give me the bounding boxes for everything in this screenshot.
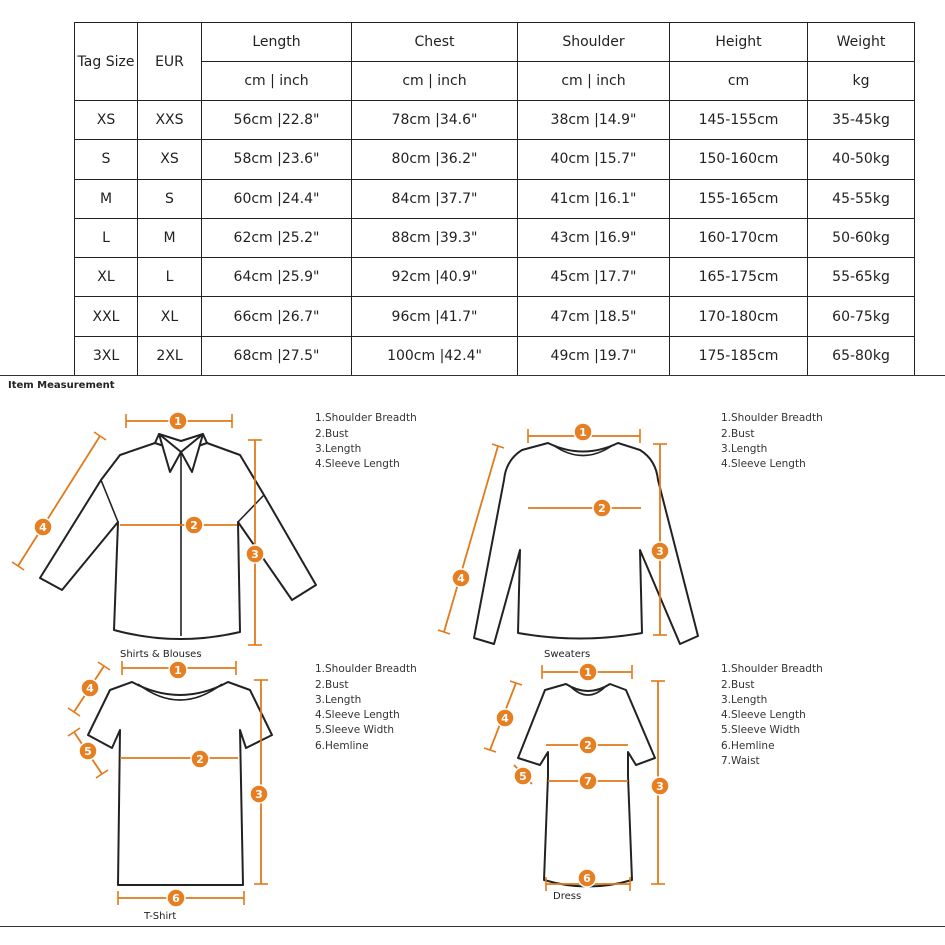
header-length: Length — [202, 23, 352, 62]
legend-item: 5.Sleeve Width — [721, 724, 801, 736]
header-weight: Weight — [808, 23, 915, 62]
svg-text:4: 4 — [501, 712, 509, 725]
cell-chest: 88cm |39.3" — [352, 218, 518, 257]
cell-tag-size: M — [75, 179, 138, 218]
legend-item: 1.Shoulder Breadth — [721, 412, 823, 424]
legend-item: 2.Bust — [315, 679, 349, 691]
marker-4 — [81, 679, 99, 697]
legend-item: 3.Length — [315, 443, 362, 455]
cell-tag-size: XL — [75, 258, 138, 297]
svg-text:3: 3 — [255, 788, 263, 801]
header-height: Height — [670, 23, 808, 62]
legend-item: 5.Sleeve Width — [315, 724, 395, 736]
cell-tag-size: XXL — [75, 297, 138, 336]
legend-item: 1.Shoulder Breadth — [721, 663, 823, 675]
marker-4 — [34, 518, 52, 536]
cell-shoulder: 38cm |14.9" — [518, 101, 670, 140]
svg-text:4: 4 — [86, 682, 94, 695]
marker-1 — [169, 412, 187, 430]
legend-item: 3.Length — [721, 694, 768, 706]
marker-3 — [250, 785, 268, 803]
legend-item: 2.Bust — [315, 428, 349, 440]
marker-2 — [191, 750, 209, 768]
legend-item: 3.Length — [721, 443, 768, 455]
svg-text:6: 6 — [172, 892, 180, 905]
svg-text:2: 2 — [190, 519, 198, 532]
caption-dress: Dress — [553, 891, 582, 902]
cell-length: 60cm |24.4" — [202, 179, 352, 218]
item-measurement-title: Item Measurement — [8, 380, 115, 391]
marker-5 — [79, 742, 97, 760]
svg-text:5: 5 — [519, 770, 527, 783]
marker-2 — [579, 736, 597, 754]
cell-tag-size: S — [75, 140, 138, 179]
marker-1 — [574, 423, 592, 441]
svg-text:4: 4 — [457, 572, 465, 585]
cell-shoulder: 49cm |19.7" — [518, 336, 670, 375]
header-chest: Chest — [352, 23, 518, 62]
marker-4 — [496, 709, 514, 727]
cell-eur: S — [138, 179, 202, 218]
legend-tshirt — [315, 663, 417, 752]
unit-height: cm — [670, 62, 808, 101]
legend-item: 7.Waist — [721, 755, 760, 767]
marker-1 — [169, 661, 187, 679]
marker-4 — [452, 569, 470, 587]
legend-item: 2.Bust — [721, 679, 755, 691]
cell-weight: 65-80kg — [808, 336, 915, 375]
cell-height: 160-170cm — [670, 218, 808, 257]
cell-length: 68cm |27.5" — [202, 336, 352, 375]
cell-eur: L — [138, 258, 202, 297]
cell-tag-size: 3XL — [75, 336, 138, 375]
legend-dress — [721, 663, 823, 767]
svg-text:4: 4 — [39, 521, 47, 534]
cell-weight: 35-45kg — [808, 101, 915, 140]
cell-chest: 84cm |37.7" — [352, 179, 518, 218]
caption-sweaters: Sweaters — [544, 649, 591, 660]
cell-height: 150-160cm — [670, 140, 808, 179]
unit-weight: kg — [808, 62, 915, 101]
svg-text:3: 3 — [251, 548, 259, 561]
marker-7 — [579, 772, 597, 790]
unit-chest: cm | inch — [352, 62, 518, 101]
cell-chest: 78cm |34.6" — [352, 101, 518, 140]
cell-height: 155-165cm — [670, 179, 808, 218]
cell-tag-size: XS — [75, 101, 138, 140]
legend-item: 6.Hemline — [315, 740, 369, 752]
cell-chest: 96cm |41.7" — [352, 297, 518, 336]
legend-shirts — [315, 412, 417, 470]
legend-item: 1.Shoulder Breadth — [315, 663, 417, 675]
svg-text:3: 3 — [656, 780, 664, 793]
header-eur: EUR — [138, 23, 202, 101]
legend-item: 4.Sleeve Length — [315, 709, 400, 721]
cell-shoulder: 47cm |18.5" — [518, 297, 670, 336]
legend-item: 1.Shoulder Breadth — [315, 412, 417, 424]
cell-length: 62cm |25.2" — [202, 218, 352, 257]
cell-height: 145-155cm — [670, 101, 808, 140]
bottom-divider — [0, 926, 945, 927]
legend-item: 4.Sleeve Length — [721, 458, 806, 470]
cell-length: 58cm |23.6" — [202, 140, 352, 179]
cell-eur: 2XL — [138, 336, 202, 375]
cell-height: 170-180cm — [670, 297, 808, 336]
cell-shoulder: 43cm |16.9" — [518, 218, 670, 257]
caption-tshirt: T-Shirt — [144, 911, 177, 922]
legend-item: 2.Bust — [721, 428, 755, 440]
cell-shoulder: 45cm |17.7" — [518, 258, 670, 297]
legend-item: 4.Sleeve Length — [315, 458, 400, 470]
legend-item: 3.Length — [315, 694, 362, 706]
tshirt-illustration — [88, 682, 272, 885]
svg-text:2: 2 — [196, 753, 204, 766]
cell-shoulder: 41cm |16.1" — [518, 179, 670, 218]
cell-length: 64cm |25.9" — [202, 258, 352, 297]
marker-5 — [514, 767, 532, 785]
marker-1 — [579, 663, 597, 681]
unit-length: cm | inch — [202, 62, 352, 101]
cell-weight: 45-55kg — [808, 179, 915, 218]
cell-eur: M — [138, 218, 202, 257]
svg-text:6: 6 — [583, 872, 591, 885]
cell-weight: 40-50kg — [808, 140, 915, 179]
cell-eur: XXS — [138, 101, 202, 140]
header-shoulder: Shoulder — [518, 23, 670, 62]
legend-item: 6.Hemline — [721, 740, 775, 752]
cell-height: 175-185cm — [670, 336, 808, 375]
marker-3 — [651, 777, 669, 795]
cell-weight: 55-65kg — [808, 258, 915, 297]
cell-tag-size: L — [75, 218, 138, 257]
svg-text:3: 3 — [656, 545, 664, 558]
marker-3 — [651, 542, 669, 560]
legend-sweaters — [721, 412, 823, 470]
svg-text:1: 1 — [174, 415, 182, 428]
svg-text:7: 7 — [584, 775, 592, 788]
header-tag-size: Tag Size — [75, 23, 138, 101]
marker-2 — [593, 499, 611, 517]
cell-length: 66cm |26.7" — [202, 297, 352, 336]
svg-text:5: 5 — [84, 745, 92, 758]
marker-6 — [578, 869, 596, 887]
cell-chest: 92cm |40.9" — [352, 258, 518, 297]
marker-3 — [246, 545, 264, 563]
legend-item: 4.Sleeve Length — [721, 709, 806, 721]
unit-shoulder: cm | inch — [518, 62, 670, 101]
cell-weight: 50-60kg — [808, 218, 915, 257]
svg-text:2: 2 — [598, 502, 606, 515]
cell-height: 165-175cm — [670, 258, 808, 297]
svg-text:1: 1 — [174, 664, 182, 677]
cell-length: 56cm |22.8" — [202, 101, 352, 140]
cell-eur: XL — [138, 297, 202, 336]
cell-chest: 80cm |36.2" — [352, 140, 518, 179]
marker-2 — [185, 516, 203, 534]
marker-6 — [167, 889, 185, 907]
svg-text:1: 1 — [584, 666, 592, 679]
cell-weight: 60-75kg — [808, 297, 915, 336]
caption-shirts: Shirts & Blouses — [120, 649, 202, 660]
cell-shoulder: 40cm |15.7" — [518, 140, 670, 179]
svg-text:2: 2 — [584, 739, 592, 752]
cell-eur: XS — [138, 140, 202, 179]
cell-chest: 100cm |42.4" — [352, 336, 518, 375]
svg-text:1: 1 — [579, 426, 587, 439]
